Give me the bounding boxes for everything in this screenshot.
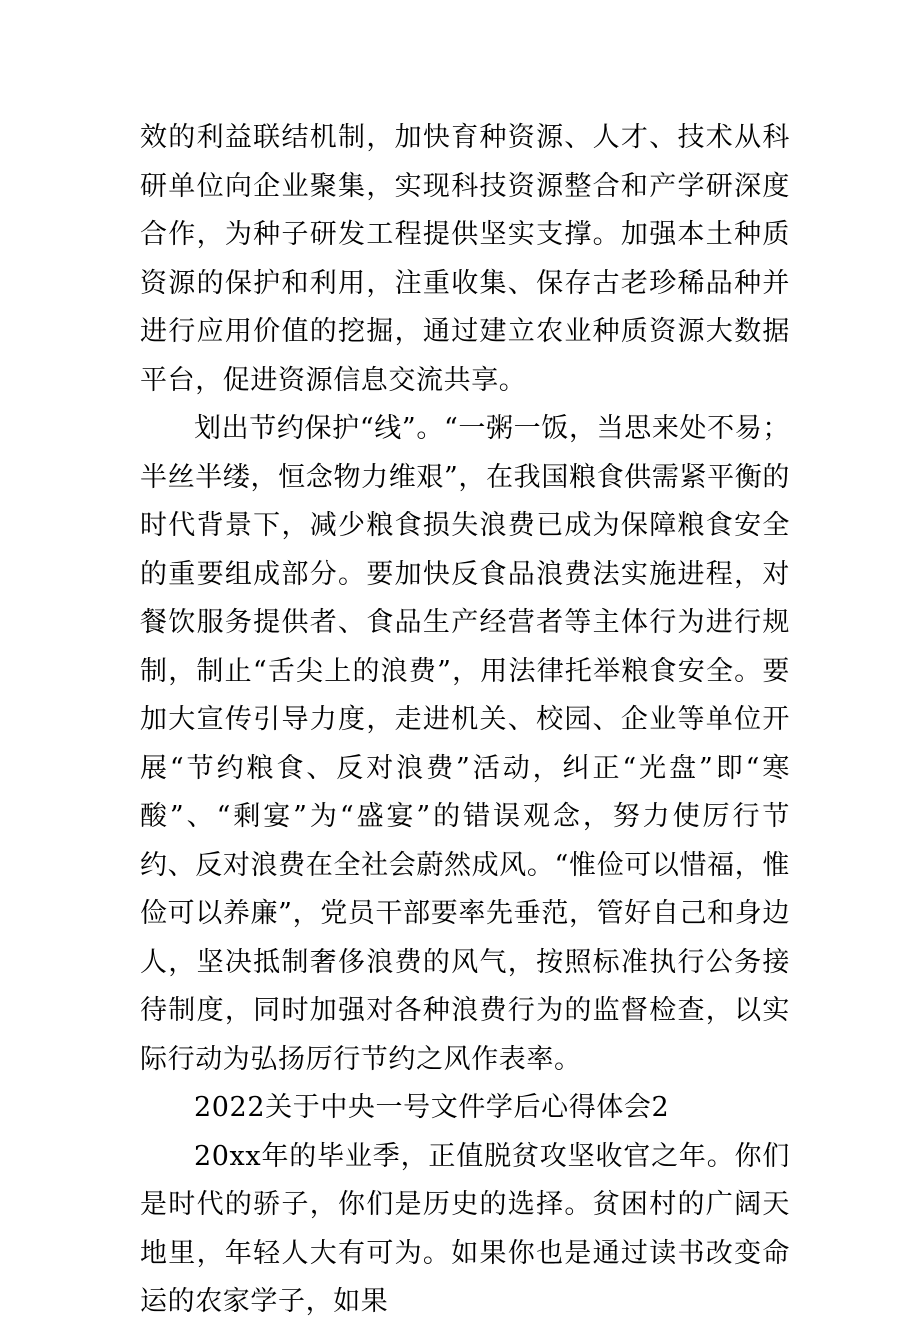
paragraph-food-saving: 划出节约保护“线”。“一粥一饭，当思来处不易；半丝半缕，恒念物力维艰”，在我国粮食供需紧平衡的时代背景下，减少粮食损失浪费已成为保障粮食安全的重要组成部分。要加快反食品浪费法实施进程，对餐饮服务提供者、食品生产经营者等主体行为进行规制，制止“舌尖上的浪费”，用法律托举粮食安全。要加大宣传引导力度，走进机关、校园、企业等单位开展“节约粮食、反对浪费”活动，纠正“光盘”即“寒酸”、“剩宴”为“盛宴”的错误观念，努力使厉行节约、反对浪费在全社会蔚然成风。“惟俭可以惜福，惟俭可以养廉”，党员干部要率先垂范，管好自己和身边人，坚决抵制奢侈浪费的风气，按照标准执行公务接待制度，同时加强对各种浪费行为的监督检查，以实际行动为弘扬厉行节约之风作表率。 xyxy=(140,413,790,1075)
document-body xyxy=(140,114,790,1327)
paragraph-seed-resources: 效的利益联结机制，加快育种资源、人才、技术从科研单位向企业聚集，实现科技资源整合和产学研深度合作，为种子研发工程提供坚实支撑。加强本土种质资源的保护和利用，注重收集、保存古老珍稀品种并进行应用价值的挖掘，通过建立农业种质资源大数据平台，促进资源信息交流共享。 xyxy=(140,122,790,396)
section-heading: 2022关于中央一号文件学后心得体会2 xyxy=(194,1092,670,1123)
paragraph-graduation: 20xx年的毕业季，正值脱贫攻坚收官之年。你们是时代的骄子，你们是历史的选择。贫困村的广阔天地里，年轻人大有可为。如果你也是通过读书改变命运的农家学子，如果 xyxy=(140,1140,790,1317)
